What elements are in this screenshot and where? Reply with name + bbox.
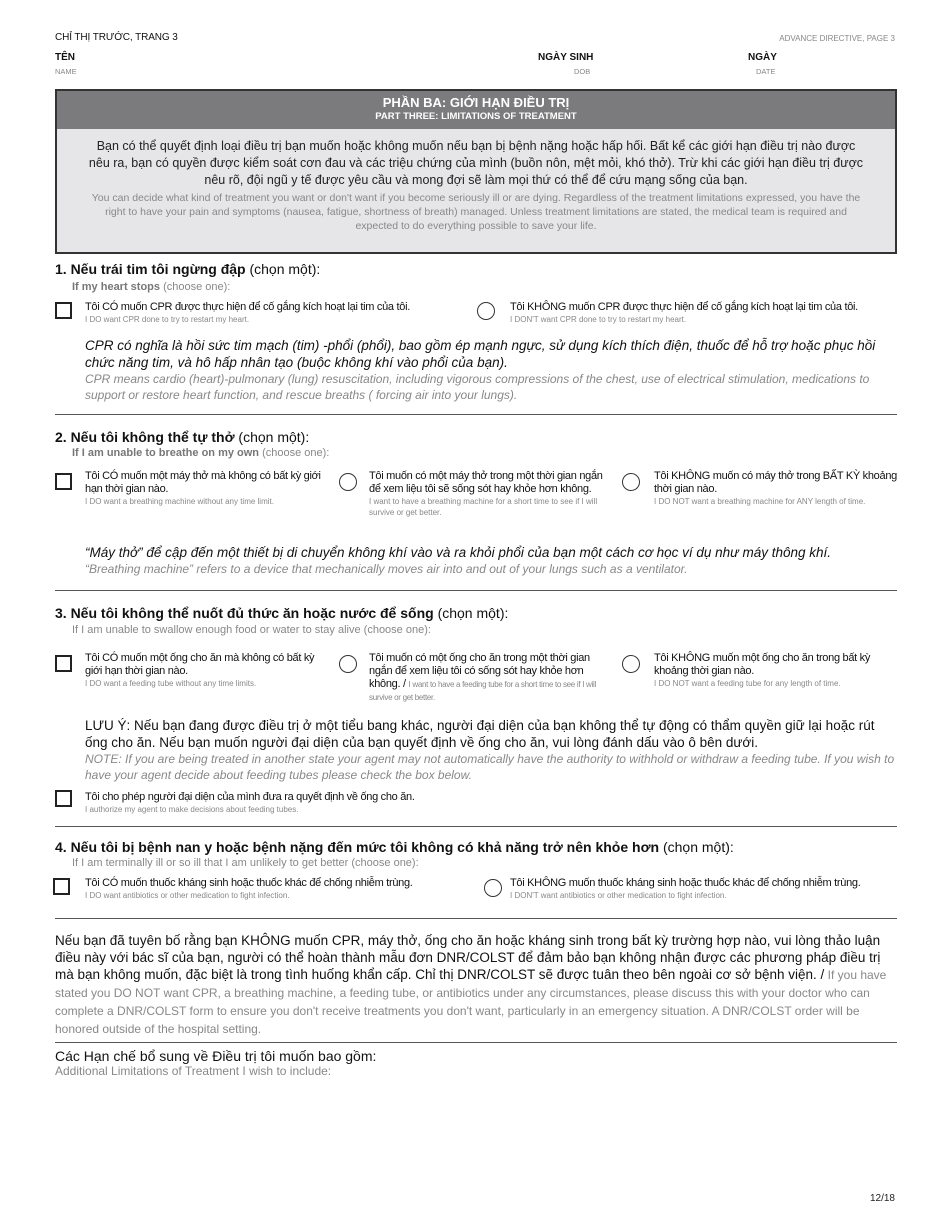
- name-label: TÊN: [55, 52, 75, 63]
- dnr-text-en: If you have stated you DO NOT want CPR, a breathing machine, a feeding tube, or antibiotics under any circumstances, please discuss this with your doctor who can complete a DNR/COLST form to ensure you don't receive treatments you don't want, particularly in an emergency situation. A DNR/COLST order will be honored outside of the hospital setting.: [55, 968, 887, 1036]
- q1-opt1-vi: Tôi CÓ muốn CPR được thực hiện để cố gắng kích hoạt lại tim của tôi.: [85, 301, 410, 313]
- q1-sub-bold: If my heart stops: [72, 281, 161, 293]
- q1-cpr-no-radio[interactable]: [477, 302, 495, 320]
- q3-note-vi: LƯU Ý: Nếu bạn đang được điều trị ở một tiểu bang khác, người đại diện của bạn không thể tự động có thẩm quyền giữ lại hoặc rút ống cho ăn. Nếu bạn muốn người đại diện của bạn quyết định về ống cho ăn, vui lòng đánh dấu vào ô bên dưới.: [85, 718, 875, 750]
- q1-note-en: CPR means cardio (heart)-pulmonary (lung) resuscitation, including vigorous compressions of the chest, use of electrical stimulation, medications to support or restore heart function, and rescue breaths ( forcing air into your lungs).: [85, 372, 870, 402]
- additional-limitations: [55, 1048, 376, 1078]
- q3-note: [85, 717, 900, 783]
- q1-subtitle: [72, 281, 230, 293]
- q2-sub-norm: (choose one):: [259, 447, 330, 459]
- q3-authorize-agent-option: [85, 791, 685, 815]
- q1-title: [55, 261, 320, 277]
- q1-cpr-no-option: [510, 301, 890, 325]
- q3-opt1-en: I DO want a feeding tube without any time limits.: [85, 679, 257, 688]
- q1-note: [85, 337, 893, 403]
- page-number: 12/18: [869, 1193, 895, 1204]
- q3-opt1-vi: Tôi CÓ muốn một ống cho ăn mà không có bất kỳ giới hạn thời gian nào.: [85, 652, 315, 677]
- q3-authorize-agent-checkbox[interactable]: [55, 790, 72, 807]
- q4-antibiotics-no-radio[interactable]: [484, 879, 502, 897]
- dnr-text-vi: Nếu bạn đã tuyên bố rằng bạn KHÔNG muốn CPR, máy thở, ống cho ăn hoặc kháng sinh trong bất kỳ trường hợp nào, vui lòng thảo luận điều này với bác sĩ của bạn, người có thể hoàn thành mẫu đơn DNR/COLST để đảm bảo bạn không nhận được các phương pháp điều trị mà bạn không muốn, đặc biệt là trong tình huống khẩn cấp. Chỉ thị DNR/COLST sẽ được tuân theo bên ngoài cơ sở bệnh viện. /: [55, 933, 881, 982]
- q3-tube-yes-checkbox[interactable]: [55, 655, 72, 672]
- dob-label: NGÀY SINH: [538, 52, 594, 63]
- q3-subtitle: If I am unable to swallow enough food or water to stay alive (choose one):: [72, 624, 431, 636]
- q3-tube-no-radio[interactable]: [622, 655, 640, 673]
- q2-opt2-vi: Tôi muốn có một máy thở trong một thời gian ngắn để xem liệu tôi sẽ sống sót hay khỏe hơn không.: [369, 470, 603, 495]
- q2-title: [55, 429, 309, 445]
- q3-tube-short-radio[interactable]: [339, 655, 357, 673]
- q2-machine-short-radio[interactable]: [339, 473, 357, 491]
- name-sub-label: NAME: [55, 67, 77, 76]
- q2-note-vi: “Máy thở” để cập đến một thiết bị di chuyển không khí vào và ra khỏi phổi của bạn một cách cơ học ví dụ như máy thông khí.: [85, 545, 832, 560]
- q2-machine-yes-checkbox[interactable]: [55, 473, 72, 490]
- q2-title-bold: 2. Nếu tôi không thể tự thở: [55, 429, 235, 445]
- q4-antibiotics-yes-option: [85, 877, 475, 901]
- q3-auth-en: I authorize my agent to make decisions about feeding tubes.: [85, 805, 299, 814]
- part-three-body-vi: Bạn có thể quyết định loại điều trị bạn muốn hoặc không muốn nếu bạn bị bệnh nặng hoặc hấp hối. Bất kể các giới hạn điều trị nào được nêu ra, bạn có quyền được kiểm soát cơn đau và các triệu chứng của mình (buồn nôn, mệt mỏi, khó thở). Trừ khi các giới hạn điều trị được nêu rõ, đội ngũ y tế được yêu cầu và mong đợi sẽ làm mọi thứ có thể để cứu mạng sống của bạn.: [88, 139, 864, 187]
- q3-title-bold: 3. Nếu tôi không thể nuốt đủ thức ăn hoặc nước để sống: [55, 605, 434, 621]
- q2-machine-short-option: [369, 470, 609, 518]
- additional-limitations-vi: Các Hạn chế bổ sung về Điều trị tôi muốn bao gồm:: [55, 1048, 377, 1064]
- q3-title-norm: (chọn một):: [433, 605, 509, 621]
- part-three-title-vi: PHẦN BA: GIỚI HẠN ĐIỀU TRỊ: [382, 95, 570, 110]
- date-label: NGÀY: [748, 52, 777, 63]
- q1-title-bold: 1. Nếu trái tim tôi ngừng đập: [55, 261, 246, 277]
- part-three-header: [57, 91, 895, 129]
- q4-opt1-en: I DO want antibiotics or other medication to fight infection.: [85, 891, 290, 900]
- q2-opt1-vi: Tôi CÓ muốn một máy thở mà không có bất kỳ giới hạn thời gian nào.: [85, 470, 321, 495]
- divider: [55, 918, 897, 919]
- part-three-body-en: You can decide what kind of treatment you want or don't want if you become seriously ill or are dying. Regardless of the treatment limitations expressed, you have the right to have your pain and symptoms (nausea, fatigue, shortness of breath) managed. Unless treatment limitations are stated, the medical team is required and expected to do everything possible to save your life.: [91, 192, 861, 232]
- dob-sub-label: DOB: [574, 67, 591, 76]
- q4-title-bold: 4. Nếu tôi bị bệnh nan y hoặc bệnh nặng đến mức tôi không có khả năng trở nên khỏe hơn: [55, 839, 660, 855]
- q2-sub-bold: If I am unable to breathe on my own: [72, 447, 260, 459]
- q3-title: [55, 605, 508, 621]
- q3-opt2-text: [369, 652, 614, 704]
- q1-opt2-en: I DON'T want CPR done to try to restart my heart.: [510, 315, 687, 324]
- q4-opt2-vi: Tôi KHÔNG muốn thuốc kháng sinh hoặc thuốc khác để chống nhiễm trùng.: [510, 877, 861, 889]
- q3-tube-short-option: [369, 652, 614, 704]
- divider: [55, 1042, 897, 1043]
- q2-note: [85, 544, 893, 577]
- q1-title-norm: (chọn một):: [245, 261, 321, 277]
- part-three-box: [55, 89, 897, 254]
- q3-tube-yes-option: [85, 652, 330, 689]
- q3-tube-no-option: [654, 652, 899, 689]
- q1-note-vi: CPR có nghĩa là hồi sức tim mạch (tim) -phổi (phổi), bao gồm ép mạnh ngực, sử dụng kích thích điện, thuốc để hỗ trợ hoặc phục hồi chức năng tim, và hô hấp nhân tạo (buộc không khí vào phổi của bạn).: [85, 338, 876, 370]
- divider: [55, 414, 897, 415]
- divider: [55, 826, 897, 827]
- header-left-title: CHỈ THỊ TRƯỚC, TRANG 3: [55, 32, 178, 43]
- q1-cpr-yes-option: [85, 301, 465, 325]
- dnr-paragraph: [55, 932, 898, 1038]
- q4-title: [55, 839, 734, 855]
- q2-opt2-en: I want to have a breathing machine for a short time to see if I will survive or get better.: [369, 497, 598, 517]
- q3-opt3-vi: Tôi KHÔNG muốn một ống cho ăn trong bất kỳ khoảng thời gian nào.: [654, 652, 871, 677]
- q3-opt2-vi: Tôi muốn có một ống cho ăn trong một thời gian ngắn để xem liệu tôi có sống sót hay khỏe hơn không. /: [369, 652, 590, 690]
- q3-opt2-en: I want to have a feeding tube for a short time to see if I will survive or get better.: [369, 680, 596, 702]
- q4-antibiotics-yes-checkbox[interactable]: [53, 878, 70, 895]
- q2-title-norm: (chọn một):: [234, 429, 310, 445]
- header-right-title: ADVANCE DIRECTIVE, PAGE 3: [779, 34, 895, 43]
- q1-opt2-vi: Tôi KHÔNG muốn CPR được thực hiện để cố gắng kích hoạt lại tim của tôi.: [510, 301, 858, 313]
- q2-opt1-en: I DO want a breathing machine without any time limit.: [85, 497, 274, 506]
- part-three-title-en: PART THREE: LIMITATIONS OF TREATMENT: [375, 111, 577, 122]
- q4-opt2-en: I DON'T want antibiotics or other medication to fight infection.: [510, 891, 727, 900]
- q4-title-norm: (chọn một):: [659, 839, 734, 855]
- q2-subtitle: [72, 447, 329, 459]
- date-sub-label: DATE: [756, 67, 776, 76]
- q3-note-en: NOTE: If you are being treated in another state your agent may not automatically have the authority to withhold or withdraw a feeding tube. If you wish to have your agent decide about feeding tubes please check the box below.: [85, 752, 895, 782]
- q3-opt3-en: I DO NOT want a feeding tube for any length of time.: [654, 679, 841, 688]
- q1-sub-norm: (choose one):: [160, 281, 231, 293]
- additional-limitations-en: Additional Limitations of Treatment I wish to include:: [55, 1064, 332, 1078]
- q2-machine-yes-option: [85, 470, 330, 507]
- q2-note-en: “Breathing machine” refers to a device that mechanically moves air into and out of your lungs such as a ventilator.: [85, 562, 688, 576]
- q1-opt1-en: I DO want CPR done to try to restart my heart.: [85, 315, 250, 324]
- q1-cpr-yes-checkbox[interactable]: [55, 302, 72, 319]
- q2-machine-no-option: [654, 470, 899, 507]
- q4-antibiotics-no-option: [510, 877, 895, 901]
- q3-auth-vi: Tôi cho phép người đại diện của mình đưa ra quyết định về ống cho ăn.: [85, 791, 415, 803]
- q2-opt3-en: I DO NOT want a breathing machine for ANY length of time.: [654, 497, 866, 506]
- q2-machine-no-radio[interactable]: [622, 473, 640, 491]
- q2-opt3-vi: Tôi KHÔNG muốn có máy thở trong BẤT KỲ khoảng thời gian nào.: [654, 470, 897, 495]
- divider: [55, 590, 897, 591]
- q4-opt1-vi: Tôi CÓ muốn thuốc kháng sinh hoặc thuốc khác để chống nhiễm trùng.: [85, 877, 413, 889]
- q4-subtitle: If I am terminally ill or so ill that I am unlikely to get better (choose one):: [72, 857, 419, 869]
